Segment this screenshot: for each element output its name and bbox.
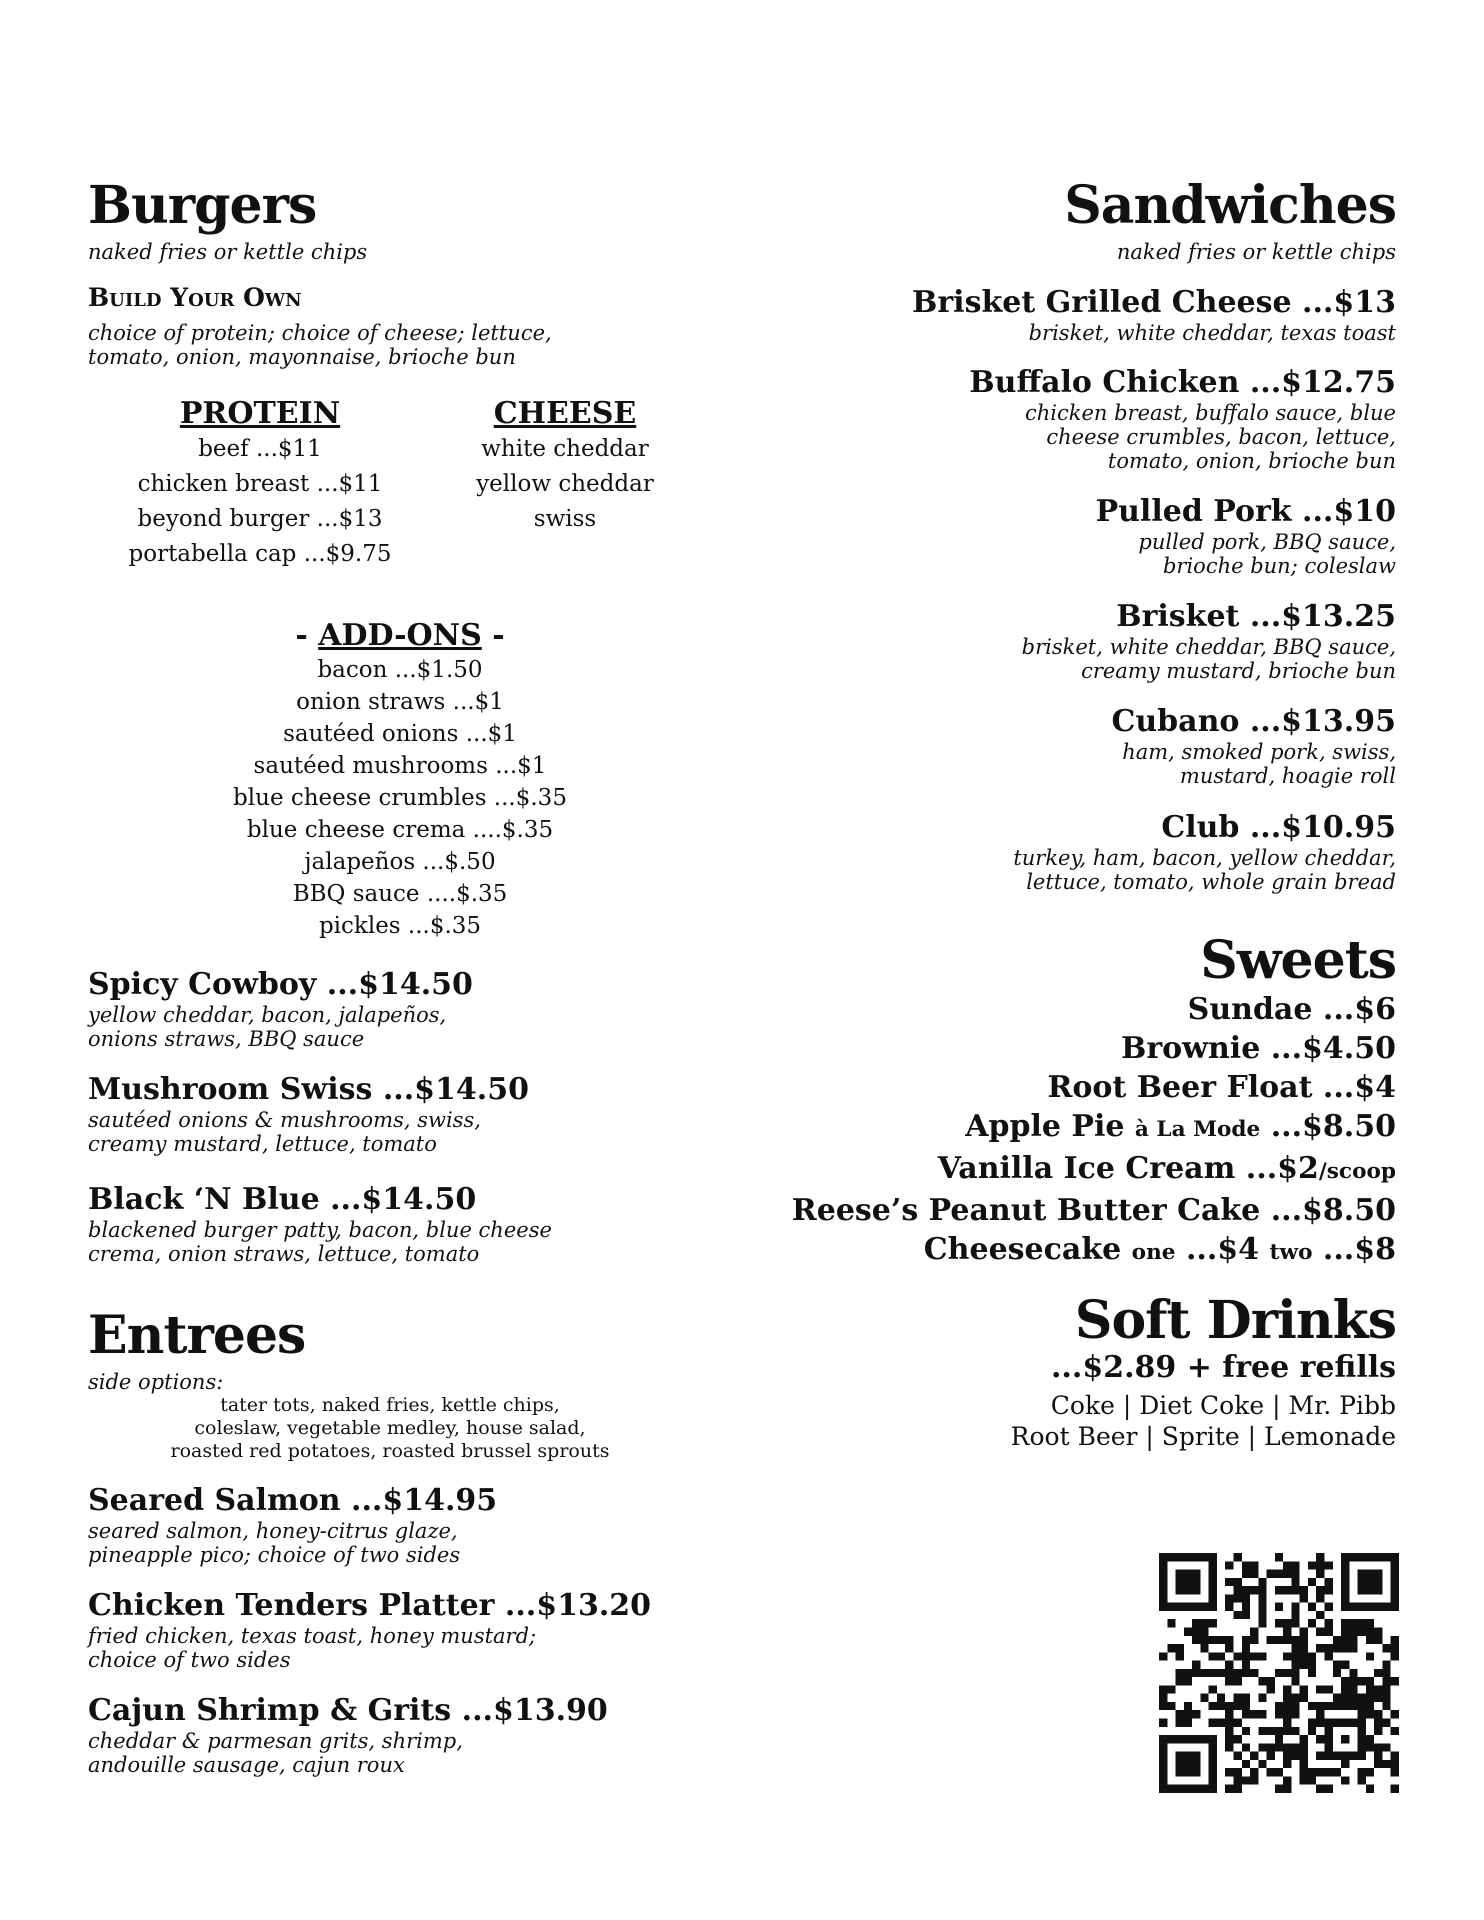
sandwich-item-name: Cubano ...$13.95 <box>1111 704 1396 739</box>
burger-item-name: Black ‘N Blue ...$14.50 <box>88 1182 477 1217</box>
addons-dash: - <box>481 618 505 653</box>
entree-item-name: Seared Salmon ...$14.95 <box>88 1483 498 1518</box>
sandwich-item-name: Brisket ...$13.25 <box>1116 599 1396 634</box>
sandwiches-subtitle: naked fries or kettle chips <box>1116 240 1396 264</box>
addon-item: BBQ sauce ....$.35 <box>292 881 508 907</box>
sweet-item <box>792 1107 1396 1149</box>
sweet-item <box>792 1149 1396 1191</box>
cheese-item: swiss <box>533 506 597 532</box>
sweet-item-name: Apple Pie <box>965 1109 1135 1144</box>
burger-item <box>88 967 473 1051</box>
cheese-item: white cheddar <box>481 436 649 462</box>
sandwich-item <box>969 365 1396 473</box>
entree-item-desc: choice of two sides <box>88 1648 291 1672</box>
sweet-item-mode: à La Mode <box>1134 1117 1261 1142</box>
soft-drinks-list <box>1011 1390 1396 1452</box>
sweet-item <box>792 1230 1396 1272</box>
burger-item-desc: creamy mustard, lettuce, tomato <box>88 1132 437 1156</box>
cheese-heading: CHEESE <box>493 396 637 431</box>
burger-item-desc: blackened burger patty, bacon, blue cheese <box>88 1218 552 1242</box>
sandwich-item-desc: cheese crumbles, bacon, lettuce, <box>1046 425 1396 449</box>
sandwich-item-desc: ham, smoked pork, swiss, <box>1122 740 1396 764</box>
sandwich-item-desc: creamy mustard, brioche bun <box>1081 659 1396 683</box>
entree-item-desc: seared salmon, honey-citrus glaze, <box>88 1519 458 1543</box>
sandwich-item-desc: mustard, hoagie roll <box>1179 764 1396 788</box>
sandwich-item <box>1111 704 1396 788</box>
soft-drinks-title: Soft Drinks <box>1074 1290 1396 1351</box>
burger-item-desc: yellow cheddar, bacon, jalapeños, <box>88 1003 447 1027</box>
sandwich-item-desc: chicken breast, buffalo sauce, blue <box>1025 401 1396 425</box>
burger-item <box>88 1182 552 1266</box>
burger-item-desc: sautéed onions & mushrooms, swiss, <box>88 1108 481 1132</box>
addons-heading: ADD-ONS <box>318 618 482 653</box>
soft-drinks-line: Coke | Diet Coke | Mr. Pibb <box>1050 1391 1396 1420</box>
sweet-item-price: ...$8 <box>1312 1232 1396 1267</box>
entree-item-name: Cajun Shrimp & Grits ...$13.90 <box>88 1693 608 1728</box>
sweet-item-price: ...$8.50 <box>1260 1109 1396 1144</box>
sweet-item-size: two <box>1269 1240 1313 1265</box>
build-your-own-desc <box>88 321 552 369</box>
sandwich-item-desc: brisket, white cheddar, BBQ sauce, <box>1021 635 1396 659</box>
entree-item-desc: pineapple pico; choice of two sides <box>88 1543 461 1567</box>
sandwich-item <box>912 285 1396 345</box>
entrees-sides-line: tater tots, naked fries, kettle chips, <box>220 1394 560 1416</box>
sweet-item-size: one <box>1131 1240 1176 1265</box>
entree-item-desc: andouille sausage, cajun roux <box>88 1753 405 1777</box>
addons-dash: - <box>295 618 319 653</box>
entrees-sides-line: roasted red potatoes, roasted brussel sprouts <box>170 1440 610 1462</box>
entrees-sides-line: coleslaw, vegetable medley, house salad, <box>194 1417 586 1439</box>
entree-item-desc: cheddar & parmesan grits, shrimp, <box>88 1729 463 1753</box>
sweet-item: Root Beer Float ...$4 <box>1047 1070 1396 1105</box>
sandwich-item-desc: brioche bun; coleslaw <box>1162 554 1396 578</box>
sandwich-item <box>1096 494 1396 578</box>
protein-item: beyond burger ...$13 <box>137 506 383 532</box>
entree-item-name: Chicken Tenders Platter ...$13.20 <box>88 1588 652 1623</box>
burger-item-name: Spicy Cowboy ...$14.50 <box>88 967 473 1002</box>
entree-item <box>88 1483 497 1567</box>
entrees-sides <box>130 1394 650 1463</box>
sweets-title: Sweets <box>1200 930 1396 991</box>
protein-item: chicken breast ...$11 <box>137 471 383 497</box>
sweet-item: Sundae ...$6 <box>1187 992 1396 1027</box>
addon-item: sautéed mushrooms ...$1 <box>253 753 547 779</box>
build-your-own-desc-line: tomato, onion, mayonnaise, brioche bun <box>88 345 516 369</box>
sandwich-item <box>1013 810 1396 894</box>
sweet-item-name: Cheesecake <box>923 1232 1132 1267</box>
sweets-list <box>792 990 1396 1272</box>
entree-item <box>88 1588 651 1672</box>
burgers-subtitle: naked fries or kettle chips <box>88 240 368 264</box>
addon-item: blue cheese crumbles ...$.35 <box>233 785 567 811</box>
addon-item: bacon ...$1.50 <box>317 657 483 683</box>
entree-item-desc: fried chicken, texas toast, honey mustard; <box>88 1624 537 1648</box>
burger-item-desc: crema, onion straws, lettuce, tomato <box>88 1242 480 1266</box>
protein-item: beef ...$11 <box>198 436 322 462</box>
sweet-item: Brownie ...$4.50 <box>1120 1031 1396 1066</box>
sweet-item-price: ...$4 <box>1175 1232 1270 1267</box>
sweet-item-unit: /scoop <box>1318 1159 1396 1184</box>
build-your-own-desc-line: choice of protein; choice of cheese; lettuce, <box>88 321 552 345</box>
sweet-item: Reese’s Peanut Butter Cake ...$8.50 <box>791 1193 1396 1228</box>
sandwich-item-desc: turkey, ham, bacon, yellow cheddar, <box>1013 846 1396 870</box>
sweet-item-name: Vanilla Ice Cream ...$2 <box>937 1151 1319 1186</box>
soft-drinks-line: Root Beer | Sprite | Lemonade <box>1010 1422 1396 1451</box>
burgers-title: Burgers <box>88 175 317 236</box>
protein-item: portabella cap ...$9.75 <box>128 541 392 567</box>
entrees-title: Entrees <box>88 1305 306 1366</box>
sandwich-item-name: Pulled Pork ...$10 <box>1095 494 1396 529</box>
addon-item: sautéed onions ...$1 <box>283 721 517 747</box>
sandwich-item-name: Brisket Grilled Cheese ...$13 <box>912 285 1396 320</box>
entrees-side-label: side options: <box>88 1370 224 1394</box>
addon-item: pickles ...$.35 <box>318 913 482 939</box>
cheese-list <box>440 396 690 537</box>
sandwich-item-desc: tomato, onion, brioche bun <box>1107 449 1396 473</box>
protein-list <box>110 396 410 572</box>
addon-item: blue cheese crema ....$.35 <box>246 817 554 843</box>
addon-item: jalapeños ...$.50 <box>304 849 496 875</box>
protein-heading: PROTEIN <box>179 396 341 431</box>
sandwich-item-desc: pulled pork, BBQ sauce, <box>1138 530 1396 554</box>
sandwich-item-desc: brisket, white cheddar, texas toast <box>1028 321 1396 345</box>
soft-drinks-price: ...$2.89 + free refills <box>1050 1350 1396 1385</box>
sandwich-item-name: Club ...$10.95 <box>1161 810 1396 845</box>
burger-item <box>88 1072 529 1156</box>
build-your-own-title: Build Your Own <box>88 283 302 312</box>
sandwiches-title: Sandwiches <box>1064 175 1396 236</box>
burger-item-name: Mushroom Swiss ...$14.50 <box>88 1072 529 1107</box>
burger-item-desc: onions straws, BBQ sauce <box>88 1027 365 1051</box>
qr-code[interactable] <box>1159 1553 1399 1793</box>
sandwich-item <box>1022 599 1396 683</box>
cheese-item: yellow cheddar <box>476 471 654 497</box>
addons-heading-row <box>220 618 580 654</box>
addon-item: onion straws ...$1 <box>296 689 504 715</box>
sandwich-item-name: Buffalo Chicken ...$12.75 <box>969 365 1396 400</box>
entree-item <box>88 1693 608 1777</box>
addons-list <box>220 618 580 942</box>
sandwich-item-desc: lettuce, tomato, whole grain bread <box>1026 870 1396 894</box>
